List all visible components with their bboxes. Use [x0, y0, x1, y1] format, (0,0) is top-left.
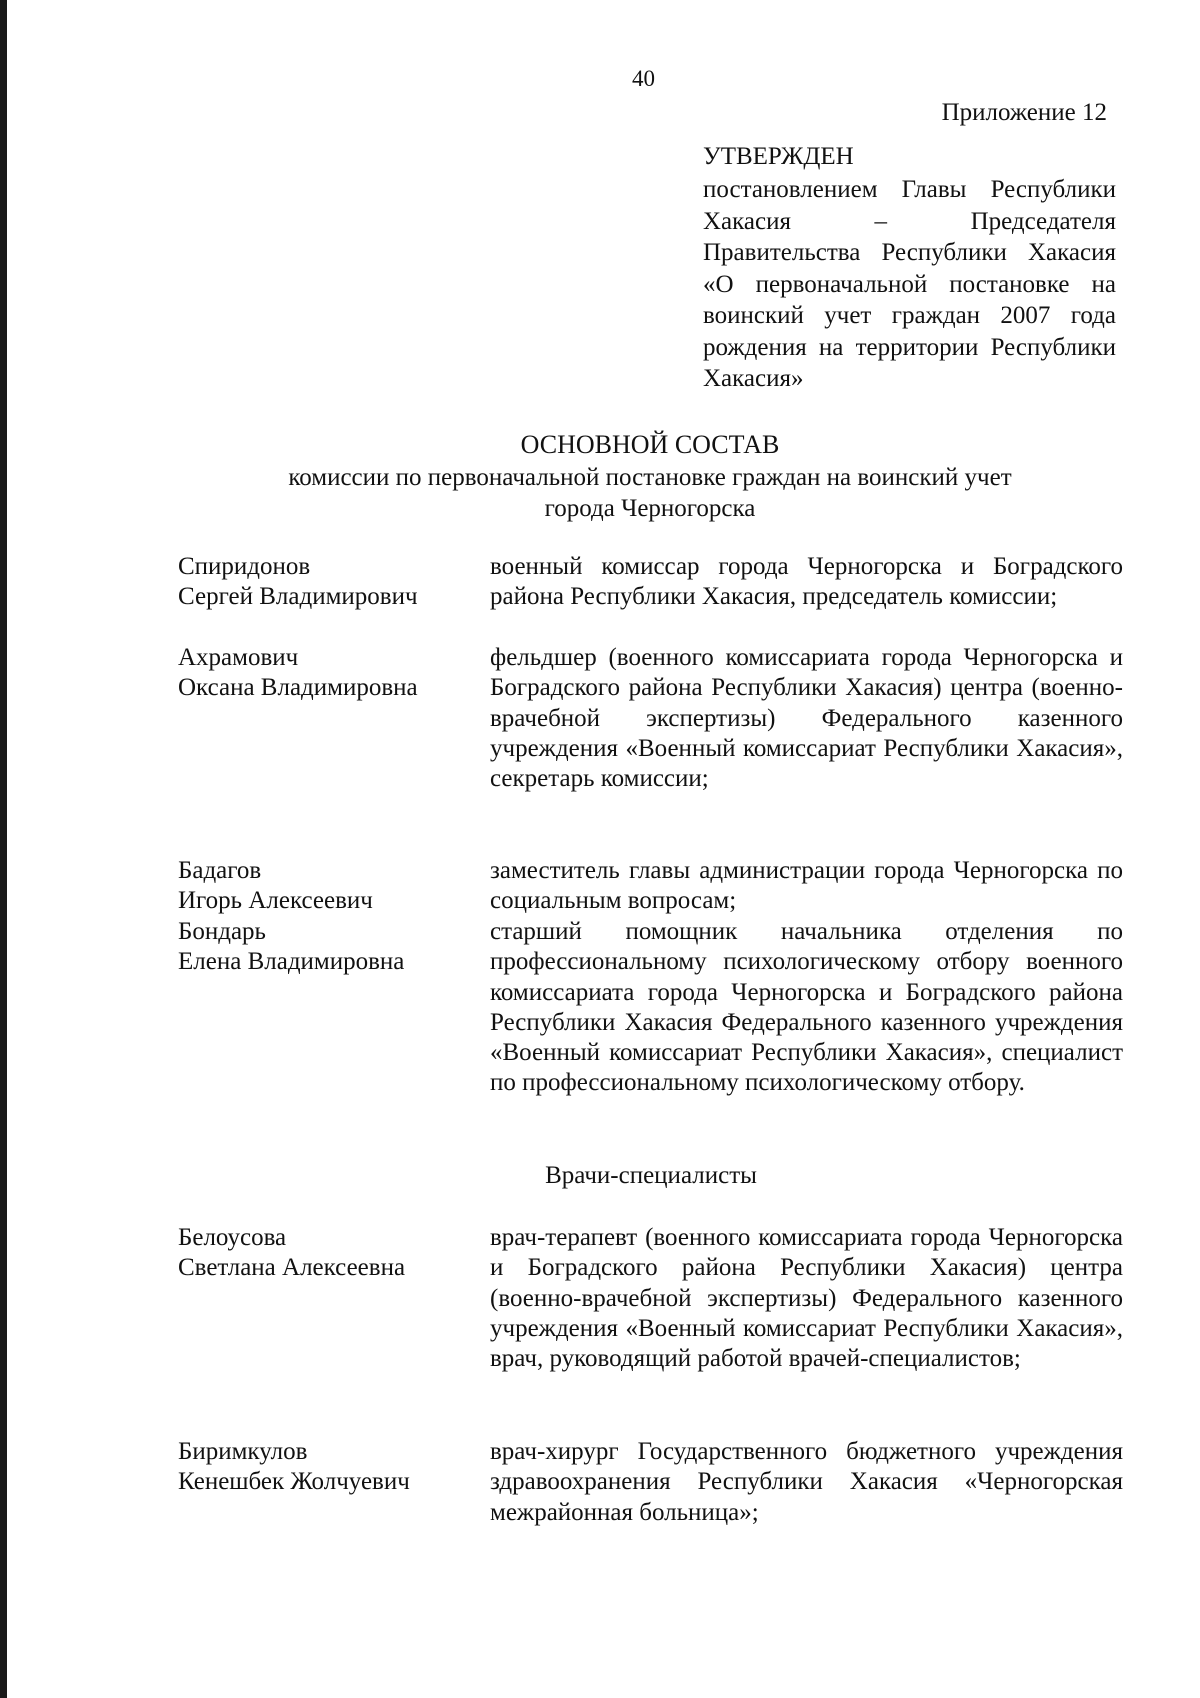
- doctor-entry: [178, 1437, 1123, 1528]
- appendix-label: Приложение 12: [941, 99, 1107, 126]
- approval-block: [703, 140, 1116, 395]
- member-role: старший помощник начальника отделения по профессиональному психологическому отбору военного комиссариата города Черногорска и Боградского района Республики Хакасия Федерального казенного учреждения «Военный комиссариат Республики Хакасия», специалист по профессиональному психологическому отбору.: [490, 918, 1123, 1097]
- member-entry: [178, 917, 1123, 1099]
- title-subtitle-line-1: комиссии по первоначальной постановке граждан на воинский учет: [288, 464, 1012, 491]
- member-name: Бадагов Игорь Алексеевич: [178, 857, 373, 915]
- member-role: военный комиссар города Черногорска и Боградского района Республики Хакасия, председатель комиссии;: [490, 553, 1123, 611]
- section-heading: Врачи-специалисты: [545, 1162, 757, 1189]
- page-number: 40: [632, 66, 655, 91]
- approved-heading: УТВЕРЖДЕН: [703, 143, 854, 170]
- title-main: ОСНОВНОЙ СОСТАВ: [520, 430, 780, 459]
- doctor-name: Белоусова Светлана Алексеевна: [178, 1224, 406, 1282]
- member-role: фельдшер (военного комиссариата города Черногорска и Боградского района Республики Хакасия) центра (военно-врачебной экспертизы) Федерального казенного учреждения «Военный комиссариат Республики Хакасия», секретарь комиссии;: [490, 644, 1123, 793]
- document-title: [0, 428, 1200, 524]
- member-entry: [178, 552, 1123, 613]
- member-entry: [178, 643, 1123, 794]
- doctor-role: врач-терапевт (военного комиссариата города Черногорска и Боградского района Республики Хакасия) центра (военно-врачебной экспертизы) Федерального казенного учреждения «Военный комиссариат Республики Хакасия», врач, руководящий работой врачей-специалистов;: [490, 1224, 1123, 1373]
- doctor-role: врач-хирург Государственного бюджетного учреждения здравоохранения Республики Хакасия «Черногорская межрайонная больница»;: [490, 1438, 1123, 1526]
- member-name: Спиридонов Сергей Владимирович: [178, 553, 418, 611]
- doctor-entry: [178, 1223, 1123, 1374]
- scan-edge: [0, 0, 7, 1698]
- doctor-name: Биримкулов Кенешбек Жолчуевич: [178, 1438, 410, 1496]
- title-subtitle-line-2: города Черногорска: [544, 495, 756, 522]
- approval-text: постановлением Главы Республики Хакасия – Председателя Правительства Республики Хакасия «О первоначальной постановке на воинский учет граждан 2007 года рождения на территории Республики Хакасия»: [703, 176, 1116, 392]
- member-name: Бондарь Елена Владимировна: [178, 918, 405, 976]
- member-role: заместитель главы администрации города Черногорска по социальным вопросам;: [490, 857, 1123, 915]
- member-entry: [178, 856, 1123, 917]
- member-name: Ахрамович Оксана Владимировна: [178, 644, 418, 702]
